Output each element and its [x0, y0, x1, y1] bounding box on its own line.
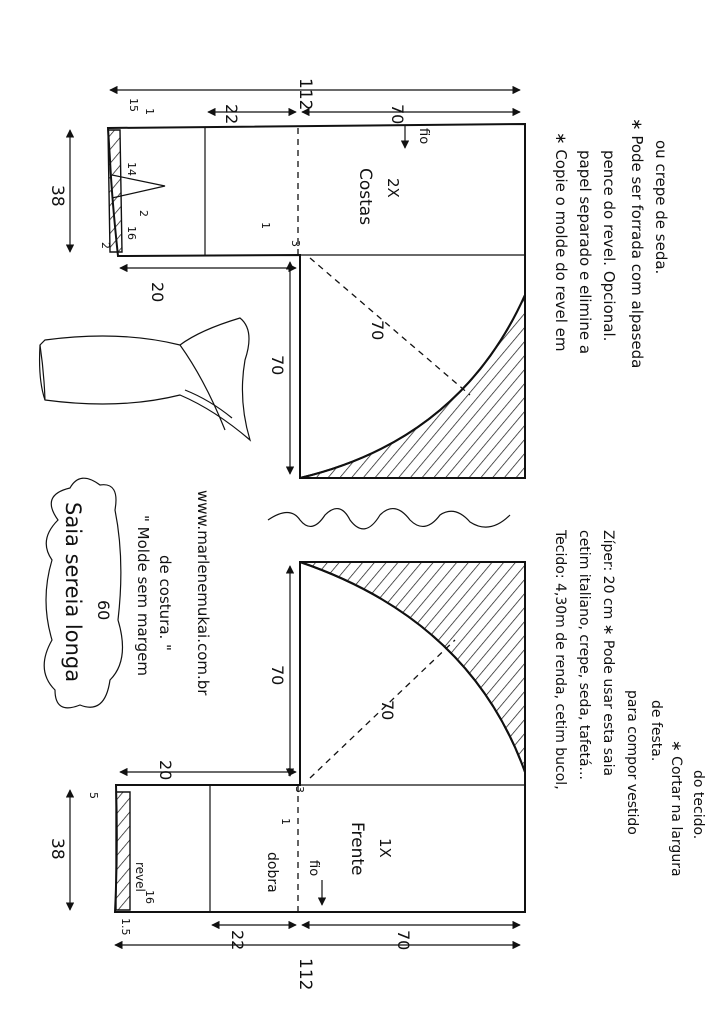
note-bottom-7: do tecido. — [690, 770, 706, 840]
back-pattern-piece — [47, 78, 525, 478]
front-fold-label: dobra — [264, 852, 280, 893]
front-facing-label: revel — [133, 862, 147, 892]
no-margin-line1: " Molde sem margem — [134, 515, 152, 676]
note-right-4: ∗ Pode ser forrada com alpaseda — [628, 118, 646, 369]
no-margin-note — [134, 515, 174, 676]
notes-right — [552, 118, 670, 368]
front-pattern-piece — [47, 562, 525, 990]
note-bottom-3: Zíper: 20 cm ∗ Pode usar esta saia — [600, 530, 616, 777]
back-waist-measure: 38 — [47, 185, 67, 207]
back-piece-name: Costas — [355, 168, 375, 226]
front-mark-2: 5 — [87, 792, 100, 799]
front-flare-hatch — [300, 562, 525, 772]
front-bottom-measure: 112 — [295, 958, 315, 991]
notes-bottom — [552, 529, 706, 877]
front-grain-label: fio — [306, 860, 321, 877]
note-right-2: papel separado e elimine a — [576, 150, 594, 355]
back-mark-5: 16 — [125, 226, 138, 240]
back-mark-8: 3 — [289, 240, 302, 247]
note-bottom-2: cetim italiano, crepe, seda, tafetá... — [576, 530, 592, 780]
front-piece-qty: 1X — [376, 838, 394, 858]
front-flare-radius-measure: 70 — [378, 700, 397, 721]
skirt-illustration — [40, 318, 250, 440]
front-mark-3: 16 — [143, 890, 156, 904]
back-top-measure: 112 — [295, 78, 315, 111]
back-flare-height-measure: 70 — [268, 355, 287, 376]
back-length-measure: 70 — [388, 104, 407, 125]
back-mark-7: 1 — [259, 222, 272, 229]
note-bottom-6: ∗ Cortar na largura — [668, 740, 684, 877]
back-flare-radius-measure: 70 — [368, 320, 387, 341]
back-mark-3: 14 — [125, 162, 138, 176]
front-mark-5: 3 — [293, 786, 306, 793]
note-bottom-1: Tecido: 4,30m de renda, cetim bucol, — [552, 530, 568, 790]
note-bottom-5: de festa. — [648, 700, 664, 762]
back-grain-label: fio — [416, 128, 431, 145]
note-bottom-4: para compor vestido — [624, 690, 640, 835]
back-piece-qty: 2X — [384, 178, 402, 198]
back-hip-measure: 22 — [222, 104, 241, 125]
title-cloud — [44, 478, 122, 708]
front-waist-measure: 38 — [47, 838, 67, 860]
front-hip-measure: 22 — [228, 930, 247, 951]
signature — [268, 509, 510, 529]
front-facing — [116, 792, 130, 910]
front-piece-name: Frente — [347, 822, 367, 876]
front-length-measure: 70 — [394, 930, 413, 951]
front-mark-4: 1 — [279, 818, 292, 825]
note-right-3: pence do revel. Opcional. — [600, 150, 618, 342]
website-text: www.marlenemukai.com.br — [194, 490, 212, 696]
back-mark-6: 2 — [99, 242, 112, 249]
back-mark-1: 15 — [127, 98, 140, 112]
front-flare-height-measure: 70 — [268, 665, 287, 686]
note-right-5: ou crepe de seda. — [652, 140, 670, 275]
back-facing — [108, 130, 122, 252]
back-mark-2: 1 — [143, 108, 156, 115]
back-mark-4: 2 — [137, 210, 150, 217]
title-line1: Saia sereia longa — [61, 502, 85, 683]
no-margin-line2: de costura. " — [156, 555, 174, 651]
front-flare-width-measure: 20 — [156, 760, 175, 781]
back-flare-hatch — [300, 295, 525, 478]
back-radius-line — [310, 258, 470, 395]
front-mark-1: 1.5 — [119, 918, 132, 936]
note-right-1: ∗ Copie o molde do revel em — [552, 132, 570, 352]
back-flare-width-measure: 20 — [148, 282, 167, 303]
title-line2: 60 — [94, 600, 113, 621]
back-marks — [99, 98, 302, 249]
